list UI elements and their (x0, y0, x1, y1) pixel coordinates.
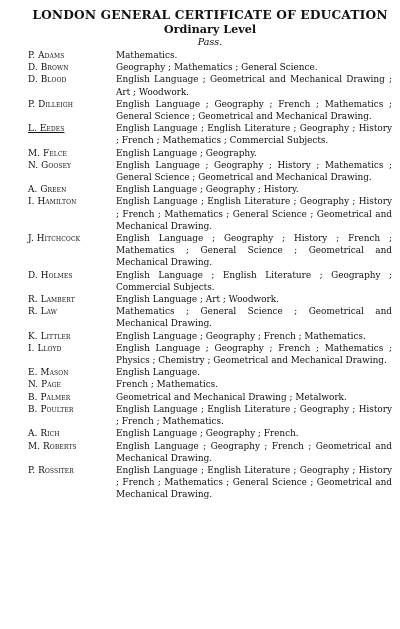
list-item (28, 343, 392, 367)
subjects-passed: English Language ; English Literature ; Geography ; History ; French ; Mathematics ; General Science ; Geometrical and Mechanical Drawing. (116, 465, 392, 501)
list-item (28, 148, 392, 160)
student-name: D. Holmes (28, 270, 73, 281)
student-name: M. Roberts (28, 441, 77, 452)
list-item (28, 50, 392, 62)
student-name: N. Page (28, 380, 62, 391)
list-item (28, 233, 392, 270)
list-item (28, 367, 392, 379)
student-name: A. Rich (28, 429, 60, 440)
subjects-passed: Mathematics ; General Science ; Geometrical and Mechanical Drawing. (116, 307, 392, 330)
subjects-passed: English Language ; Geography ; French ; Mathematics ; General Science ; Geometrical and Mechanical Drawing. (116, 99, 392, 123)
subjects-passed: Geometrical and Mechanical Drawing ; Metalwork. (116, 392, 347, 403)
student-name: E. Mason (28, 368, 69, 379)
subjects-passed: Geography ; Mathematics ; General Science. (116, 63, 318, 74)
list-item (28, 306, 392, 330)
subjects-passed: English Language ; Geography ; History ; Mathematics ; General Science ; Geometrical and Mechanical Drawing. (116, 160, 392, 184)
subjects-passed: English Language ; Geometrical and Mechanical Drawing ; Art ; Woodwork. (116, 75, 392, 98)
page-subtitle: Ordinary Level (163, 22, 257, 36)
subjects-passed: Mathematics. (116, 51, 178, 61)
student-name: R. Law (28, 307, 58, 318)
student-name: B. Poulter (28, 404, 74, 415)
subjects-passed: French ; Mathematics. (116, 380, 219, 391)
list-item (28, 428, 392, 440)
subjects-passed: English Language ; Geography ; History ; French ; Mathematics ; General Science ; Geometrical and Mechanical Drawing. (116, 234, 392, 269)
list-item (28, 196, 392, 233)
list-item (28, 404, 392, 428)
student-name: J. Hitchcock (28, 234, 81, 245)
student-name: I. Hamilton (28, 197, 77, 208)
student-name: K. Littler (28, 331, 71, 342)
list-item (28, 465, 392, 502)
list-item (28, 99, 392, 123)
subjects-passed: English Language ; Geography ; French. (116, 429, 299, 440)
student-name: P. Rossiter (28, 465, 74, 476)
student-name: A. Green (28, 185, 67, 196)
subjects-passed: English Language ; Geography ; French ; Mathematics ; Physics ; Chemistry ; Geometrical and Mechanical Drawing. (116, 343, 392, 367)
student-name: L. Eedes (28, 124, 65, 135)
list-item (28, 74, 392, 98)
student-name: I. Lloyd (28, 343, 62, 354)
list-item (28, 392, 392, 404)
student-name: R. Lambert (28, 295, 75, 306)
subjects-passed: English Language ; Geography. (116, 148, 257, 159)
student-name: N. Goosey (28, 160, 72, 171)
subjects-passed: English Language ; Geography ; French ; Geometrical and Mechanical Drawing. (116, 441, 392, 464)
subjects-passed: English Language ; English Literature ; Geography ; History ; French ; Mathematics. (116, 404, 392, 428)
subjects-passed: English Language ; English Literature ; Geography ; History ; French ; Mathematics ; General Science ; Geometrical and Mechanical Drawing. (116, 197, 392, 232)
list-item (28, 123, 392, 147)
page-title: LONDON GENERAL CERTIFICATE OF EDUCATION (32, 8, 388, 22)
student-name: D. Brown (28, 63, 69, 74)
list-item (28, 379, 392, 391)
subjects-passed: English Language ; English Literature ; Geography ; Commercial Subjects. (116, 270, 392, 293)
subjects-passed: English Language ; English Literature ; Geography ; History ; French ; Mathematics ; Commercial Subjects. (116, 124, 392, 147)
pass-label: Pass. (197, 37, 223, 48)
list-item (28, 270, 392, 294)
subjects-passed: English Language ; Geography ; History. (116, 185, 299, 196)
student-name: M. Felce (28, 148, 68, 159)
student-name: P. Dilleigh (28, 99, 74, 110)
student-name: B. Palmer (28, 392, 71, 403)
list-item (28, 441, 392, 465)
subjects-passed: English Language. (116, 368, 200, 379)
student-name: P. Adams (28, 51, 65, 61)
subjects-passed: English Language ; Geography ; French ; Mathematics. (116, 331, 366, 342)
list-item (28, 62, 392, 74)
list-item (28, 184, 392, 196)
student-name: D. Blood (28, 75, 67, 86)
list-item (28, 160, 392, 184)
results-list (28, 50, 392, 502)
subjects-passed: English Language ; Art ; Woodwork. (116, 295, 279, 306)
list-item (28, 331, 392, 343)
list-item (28, 294, 392, 306)
